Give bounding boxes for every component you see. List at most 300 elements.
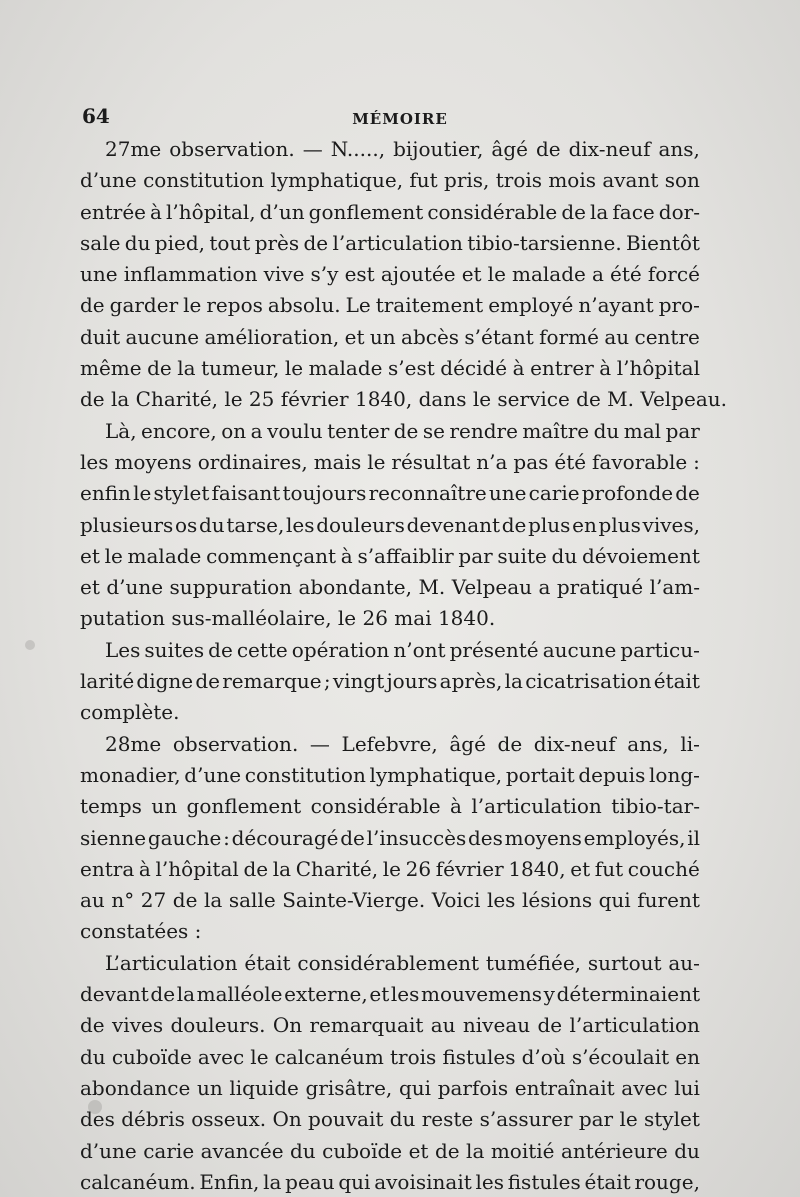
text-word: devant (80, 982, 149, 1007)
text-word: et (80, 543, 100, 568)
text-line (80, 854, 700, 885)
text-word: rouge, (634, 1169, 700, 1194)
text-word: malléole (196, 982, 283, 1007)
text-word: le (367, 449, 386, 474)
text-word: du (389, 1107, 416, 1132)
text-line (80, 447, 700, 478)
text-word: des (80, 1107, 115, 1132)
text-word: par (458, 543, 493, 568)
text-word: Le (345, 293, 371, 318)
text-word: vives (112, 1013, 164, 1038)
text-word: de (208, 637, 233, 662)
text-word: suppuration (169, 575, 293, 600)
text-word: mois (548, 168, 597, 193)
text-word: stylet (153, 481, 210, 506)
text-line (80, 353, 700, 384)
text-word: considérable (427, 199, 558, 224)
page-number: 64 (82, 104, 110, 128)
text-word: lymphatique, (270, 168, 404, 193)
text-word: remarque (222, 669, 322, 694)
text-word: rendre (449, 418, 518, 443)
text-word: le (619, 1107, 638, 1132)
text-word: a (250, 418, 263, 443)
text-word: le (487, 262, 506, 287)
text-word: et (408, 1138, 429, 1163)
text-word: de (535, 137, 561, 161)
text-line: de la Charité, le 25 février 1840, dans le service de M. Velpeau. (80, 387, 727, 412)
text-line (80, 572, 700, 603)
text-word: trois (495, 168, 543, 193)
text-word: malade (512, 262, 586, 287)
text-word: de (172, 888, 198, 913)
text-word: été (610, 262, 642, 287)
text-word: plus (528, 512, 571, 537)
text-word: aucune (125, 324, 200, 349)
text-word: L’articulation (105, 950, 238, 975)
text-word: au (430, 1013, 456, 1038)
text-word: suites (144, 637, 205, 662)
text-word: a (538, 575, 551, 600)
text-word: grisâtre, (305, 1075, 393, 1100)
text-word: et (80, 575, 100, 600)
text-word: N....., (330, 137, 386, 161)
text-word: après, (439, 669, 503, 694)
text-word: à (150, 199, 162, 224)
text-word: les (486, 888, 516, 913)
text-word: fistules (442, 1044, 516, 1069)
text-word: dor- (658, 199, 700, 224)
text-line (80, 541, 700, 572)
text-word: le (104, 543, 123, 568)
text-word: centre (634, 324, 700, 349)
text-word: même (80, 356, 142, 381)
text-word: tumeur, (201, 356, 280, 381)
text-word: niveau (462, 1013, 531, 1038)
text-word: de (150, 982, 176, 1007)
text-word: de (243, 856, 269, 881)
text-word: Charité, (295, 856, 379, 881)
text-word: du (198, 512, 225, 537)
text-word: couché (627, 856, 700, 881)
text-line (80, 416, 700, 447)
text-word: la (177, 356, 196, 381)
text-word: ans, (658, 137, 700, 161)
paper-stain (25, 640, 35, 650)
text-word: maître (522, 418, 590, 443)
text-word: abcès (401, 324, 460, 349)
text-word: était (653, 669, 700, 694)
text-line (80, 1104, 700, 1135)
text-word: considérablement (297, 950, 480, 975)
text-line (80, 729, 700, 760)
text-word: gonflement (308, 199, 424, 224)
text-word: plus (598, 512, 641, 537)
text-word: de (340, 825, 365, 850)
text-word: s’assurer (479, 1107, 573, 1132)
text-word: dix-neuf (568, 137, 651, 161)
text-word: larité (80, 669, 135, 694)
text-word: ; (323, 669, 331, 694)
text-line (80, 635, 700, 666)
text-line (80, 760, 700, 791)
text-word: de (303, 230, 329, 255)
text-word: d’une (106, 575, 164, 600)
text-word: qui (398, 1075, 432, 1100)
text-word: moitié (490, 1138, 555, 1163)
text-word: carie (528, 481, 580, 506)
text-word: du (80, 1044, 106, 1069)
text-word: aucune (542, 637, 617, 662)
text-word: du (593, 418, 620, 443)
text-line: putation sus-malléolaire, le 26 mai 1840. (80, 606, 496, 631)
text-word: s’écoulait (571, 1044, 670, 1069)
text-word: osseux. (191, 1107, 267, 1132)
text-word: sienne (80, 825, 147, 850)
text-word: dix-neuf (533, 731, 616, 756)
text-word: calcanéum. (80, 1169, 196, 1194)
text-word: faisant (211, 481, 281, 506)
text-line (80, 510, 700, 541)
text-word: ajoutée (380, 262, 456, 287)
text-word: d’un (259, 199, 305, 224)
text-word: déterminaient (556, 982, 700, 1007)
text-word: profonde (581, 481, 674, 506)
text-word: enfin (80, 481, 131, 506)
text-word: tibio-tar- (611, 794, 700, 819)
text-word: l’insuccès (366, 825, 467, 850)
text-word: à (450, 794, 462, 819)
text-word: un (196, 1075, 223, 1100)
text-word: — (309, 731, 330, 756)
text-word: de (561, 199, 586, 224)
text-word: duit (80, 324, 121, 349)
text-word: pas (513, 449, 549, 474)
text-word: de (537, 1013, 563, 1038)
text-word: portait (505, 762, 575, 787)
text-word: âgé (449, 731, 486, 756)
text-word: cuboïde (111, 1044, 192, 1069)
text-word: commençant (206, 543, 337, 568)
text-word: reconnaître (368, 481, 487, 506)
text-word: lésions (522, 888, 593, 913)
text-word: moyens (114, 449, 192, 474)
text-word: On (272, 1013, 303, 1038)
text-word: du (551, 543, 578, 568)
text-word: trois (390, 1044, 437, 1069)
text-word: ans, (627, 731, 669, 756)
text-word: s’y (310, 262, 339, 287)
text-word: par (578, 1107, 614, 1132)
text-word: repos (206, 293, 263, 318)
text-word: 1840, (508, 856, 566, 881)
text-word: dévoiement (581, 543, 700, 568)
text-word: une (488, 481, 527, 506)
text-word: à (340, 543, 353, 568)
text-word: pied, (154, 230, 205, 255)
text-word: tuméfiée, (485, 950, 582, 975)
text-word: remarquait (309, 1013, 424, 1038)
text-word: d’une (80, 168, 137, 193)
text-word: de (195, 669, 220, 694)
text-word: y (543, 982, 555, 1007)
text-word: fut (409, 168, 438, 193)
text-word: abondante, (298, 575, 412, 600)
text-word: tout (209, 230, 251, 255)
text-word: Velpeau (451, 575, 533, 600)
text-word: entrer (530, 356, 594, 381)
text-word: avant (602, 168, 659, 193)
text-word: les (475, 1169, 504, 1194)
text-word: On (272, 1107, 302, 1132)
text-word: 26 (405, 856, 432, 881)
text-word: par (665, 418, 700, 443)
text-line (80, 948, 700, 979)
text-word: découragé (231, 825, 339, 850)
text-word: malade (308, 356, 383, 381)
text-word: et (369, 982, 390, 1007)
text-word: digne (136, 669, 194, 694)
text-word: n’ont (393, 637, 446, 662)
text-line (80, 1010, 700, 1041)
text-word: monadier, (80, 762, 181, 787)
text-word: du (290, 1138, 316, 1163)
text-word: d’une (184, 762, 242, 787)
text-word: douleurs (316, 512, 405, 537)
text-word: furent (637, 888, 700, 913)
text-word: peau (285, 1169, 335, 1194)
text-word: de (501, 512, 527, 537)
text-word: en (572, 512, 597, 537)
text-word: fut (594, 856, 624, 881)
text-word: résultat (391, 449, 471, 474)
text-word: un (151, 794, 178, 819)
text-line (80, 322, 700, 353)
text-word: était (584, 1169, 631, 1194)
text-word: : (693, 449, 700, 474)
text-word: le (250, 1044, 269, 1069)
text-word: cuboïde (322, 1138, 403, 1163)
text-word: près (254, 230, 300, 255)
text-word: fistules (507, 1169, 581, 1194)
text-word: opération (291, 637, 390, 662)
text-word: traitement (375, 293, 484, 318)
text-word: Enfin, (199, 1169, 260, 1194)
text-word: à (512, 356, 525, 381)
text-word: l’hôpital (616, 356, 700, 381)
text-word: observation. (172, 731, 299, 756)
text-word: du (124, 230, 151, 255)
text-word: l’am- (649, 575, 700, 600)
text-line (80, 1136, 700, 1167)
text-word: 27me (105, 137, 162, 161)
text-word: Les (105, 637, 141, 662)
text-line (80, 290, 700, 321)
text-word: en (675, 1044, 700, 1069)
text-word: Bientôt (626, 230, 700, 255)
text-word: son (664, 168, 700, 193)
text-word: M. (418, 575, 446, 600)
text-word: âgé (491, 137, 528, 161)
text-line (80, 666, 700, 697)
text-word: la (176, 982, 196, 1007)
text-line (80, 165, 700, 196)
text-word: les (390, 982, 420, 1007)
text-word: et (570, 856, 591, 881)
text-word: n° (111, 888, 135, 913)
text-word: de (393, 418, 419, 443)
text-word: employé (488, 293, 574, 318)
text-word: lui (674, 1075, 700, 1100)
text-word: Sainte-Vierge. (282, 888, 426, 913)
text-word: à (599, 356, 612, 381)
text-word: avancée (200, 1138, 284, 1163)
text-word: malade (127, 543, 202, 568)
text-word: sale (80, 230, 121, 255)
text-word: Voici (431, 888, 481, 913)
text-word: des (468, 825, 503, 850)
text-word: l’hôpital, (166, 199, 256, 224)
text-word: la (590, 199, 609, 224)
text-word: vingt (332, 669, 385, 694)
text-word: il (687, 825, 700, 850)
text-word: encore, (141, 418, 217, 443)
text-word: formé (539, 324, 599, 349)
text-word: voulu (267, 418, 323, 443)
text-word: d’une (80, 1138, 137, 1163)
text-word: pro- (658, 293, 700, 318)
text-word: de (80, 293, 105, 318)
text-word: surtout (587, 950, 662, 975)
text-word: vives, (642, 512, 700, 537)
text-word: pratiqué (556, 575, 644, 600)
text-word: : (223, 825, 230, 850)
body-text (80, 134, 727, 1197)
text-word: devenant (406, 512, 501, 537)
text-line (80, 1167, 700, 1197)
text-line (80, 979, 700, 1010)
text-word: un (369, 324, 396, 349)
text-word: n’ayant (578, 293, 654, 318)
text-word: Là, (105, 418, 137, 443)
text-line (80, 791, 700, 822)
text-word: parfois (437, 1075, 509, 1100)
text-word: d’où (521, 1044, 566, 1069)
text-word: entrée (80, 199, 146, 224)
text-word: de (434, 1138, 460, 1163)
text-word: constitution (244, 762, 366, 787)
text-line (80, 259, 700, 290)
text-word: on (221, 418, 247, 443)
text-line (80, 478, 700, 509)
text-word: a (591, 262, 604, 287)
text-word: depuis (578, 762, 646, 787)
text-word: qui (598, 888, 631, 913)
text-word: douleurs. (170, 1013, 266, 1038)
text-word: 27 (140, 888, 167, 913)
text-word: été (554, 449, 587, 474)
text-word: avec (197, 1044, 245, 1069)
text-word: amélioration, (204, 324, 340, 349)
text-word: pris, (444, 168, 490, 193)
text-word: inflammation (123, 262, 258, 287)
text-word: temps (80, 794, 142, 819)
text-word: face (612, 199, 655, 224)
text-word: cette (236, 637, 288, 662)
text-word: l’articulation (332, 230, 463, 255)
text-word: lymphatique, (369, 762, 503, 787)
text-word: garder (109, 293, 179, 318)
text-word: tarse, (226, 512, 285, 537)
text-word: plusieurs (80, 512, 174, 537)
text-word: 28me (105, 731, 162, 756)
text-word: de (675, 481, 700, 506)
text-word: mouvemens (421, 982, 542, 1007)
text-word: entra (80, 856, 135, 881)
text-word: s’est (388, 356, 435, 381)
text-word: et (344, 324, 365, 349)
text-word: se (422, 418, 445, 443)
text-word: employés, (583, 825, 686, 850)
text-word: toujours (282, 481, 367, 506)
text-word: février (435, 856, 504, 881)
text-word: observation. (169, 137, 295, 161)
text-word: l’articulation (471, 794, 602, 819)
text-word: le (133, 481, 152, 506)
text-word: avoisinait (374, 1169, 472, 1194)
text-line: constatées : (80, 919, 202, 944)
text-word: ordinaires, (197, 449, 308, 474)
text-word: cicatrisation (525, 669, 652, 694)
text-word: stylet (643, 1107, 700, 1132)
text-word: du (674, 1138, 700, 1163)
text-line (80, 1042, 700, 1073)
text-word: le (183, 293, 202, 318)
text-word: gauche (147, 825, 222, 850)
text-word: constitution (143, 168, 265, 193)
text-word: gonflement (186, 794, 302, 819)
text-word: la (504, 669, 523, 694)
text-word: calcanéum (274, 1044, 384, 1069)
text-word: salle (228, 888, 276, 913)
text-line: complète. (80, 700, 180, 725)
running-title: MÉMOIRE (352, 110, 448, 128)
text-line (80, 197, 700, 228)
text-line (80, 1073, 700, 1104)
text-word: est (344, 262, 375, 287)
text-word: la (203, 888, 223, 913)
text-word: de (147, 356, 172, 381)
text-word: bijoutier, (393, 137, 484, 161)
text-word: les (80, 449, 109, 474)
text-word: long- (649, 762, 700, 787)
text-word: n’a (476, 449, 508, 474)
text-word: débris (121, 1107, 185, 1132)
text-word: au (80, 888, 105, 913)
text-word: de (80, 1013, 105, 1038)
text-word: pouvait (308, 1107, 384, 1132)
text-word: qui (338, 1169, 371, 1194)
text-word: l’articulation (569, 1013, 700, 1038)
text-word: favorable (592, 449, 688, 474)
text-word: absolu. (267, 293, 341, 318)
text-word: li- (680, 731, 700, 756)
text-word: particu- (620, 637, 700, 662)
text-word: suite (497, 543, 547, 568)
text-line (80, 885, 700, 916)
text-word: jours (386, 669, 438, 694)
text-word: abondance (80, 1075, 191, 1100)
text-line (80, 228, 700, 259)
